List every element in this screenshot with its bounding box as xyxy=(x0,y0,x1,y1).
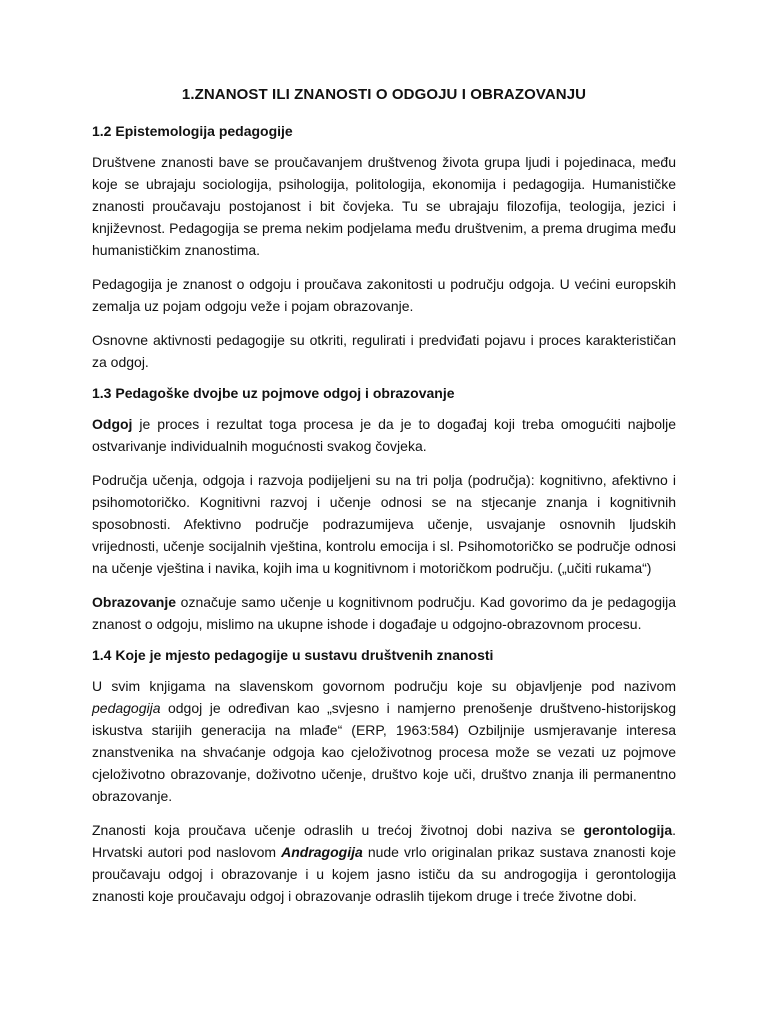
term-odgoj: Odgoj xyxy=(92,416,133,432)
term-obrazovanje: Obrazovanje xyxy=(92,594,177,610)
paragraph: Područja učenja, odgoja i razvoja podijeljeni su na tri polja (područja): kognitivno, afektivno i psihomotoričko. Kognitivni razvoj i učenje odnosi se na stjecanje znanja i kognitivnih sposobnosti. Afektivno područje podrazumijeva učenje, usvajanje osnovnih ljudskih vrijednosti, učenje socijalnih vještina, kontrolu emocija i sl. Psihomotoričko se područje odnosi na učenje vještina i navika, kojih ima u kognitivnom i motoričkom području. („učiti rukama“) xyxy=(92,472,676,576)
section-heading-1-2: 1.2 Epistemologija pedagogije xyxy=(92,123,293,139)
paragraph: Znanosti koja proučava učenje odraslih u trećoj životnoj dobi naziva se gerontologija. Hrvatski autori pod naslovom Andragogija nude vrlo originalan prikaz sustava znanosti koje proučavaju odgoj i obrazovanje i u kojem jasno ističu da su androgogija i gerontologija znanosti koje proučavaju odgoj i obrazovanje odraslih tijekom druge i treće životne dobi. xyxy=(92,822,676,904)
section-heading-1-4: 1.4 Koje je mjesto pedagogije u sustavu društvenih znanosti xyxy=(92,647,494,663)
paragraph: U svim knjigama na slavenskom govornom području koje su objavljenje pod nazivom pedagogija odgoj je određivan kao „svjesno i namjerno prenošenje društveno-historijskog iskustva starijih generacija na mlađe“ (ERP, 1963:584) Ozbiljnije usmjeravanje interesa znanstvenika na shvaćanje odgoja kao cjeloživotnog procesa može se vezati uz pojmove cjeloživotno obrazovanje, doživotno učenje, društvo koje uči, društvo znanja ili permanentno obrazovanje. xyxy=(92,678,676,804)
paragraph: Pedagogija je znanost o odgoju i proučava zakonitosti u području odgoja. U većini europskih zemalja uz pojam odgoju veže i pojam obrazovanje. xyxy=(92,276,676,314)
section-heading-1-3: 1.3 Pedagoške dvojbe uz pojmove odgoj i obrazovanje xyxy=(92,385,455,401)
term-andragogija: Andragogija xyxy=(281,844,363,860)
paragraph: Društvene znanosti bave se proučavanjem društvenog života grupa ljudi i pojedinaca, među koje se ubrajaju sociologija, psihologija, politologija, ekonomija i pedagogija. Humanističke znanosti proučavaju postojanost i bit čovjeka. Tu se ubrajaju filozofija, teologija, jezici i književnost. Pedagogija se prema nekim podjelama među društvenim, a prema drugima među humanističkim znanostima. xyxy=(92,154,676,258)
paragraph: Osnovne aktivnosti pedagogije su otkriti, regulirati i predviđati pojavu i proces karakterističan za odgoj. xyxy=(92,332,676,370)
paragraph: Obrazovanje označuje samo učenje u kognitivnom području. Kad govorimo da je pedagogija znanost o odgoju, mislimo na ukupne ishode i događaje u odgojno-obrazovnom procesu. xyxy=(92,594,676,632)
term-gerontologija: gerontologija xyxy=(583,822,673,838)
page-title: 1.ZNANOST ILI ZNANOSTI O ODGOJU I OBRAZOVANJU xyxy=(181,86,587,103)
term-pedagogija: pedagogija xyxy=(92,700,161,716)
paragraph: Odgoj je proces i rezultat toga procesa je da je to događaj koji treba omogućiti najbolje ostvarivanje individualnih mogućnosti svakog čovjeka. xyxy=(92,416,676,454)
